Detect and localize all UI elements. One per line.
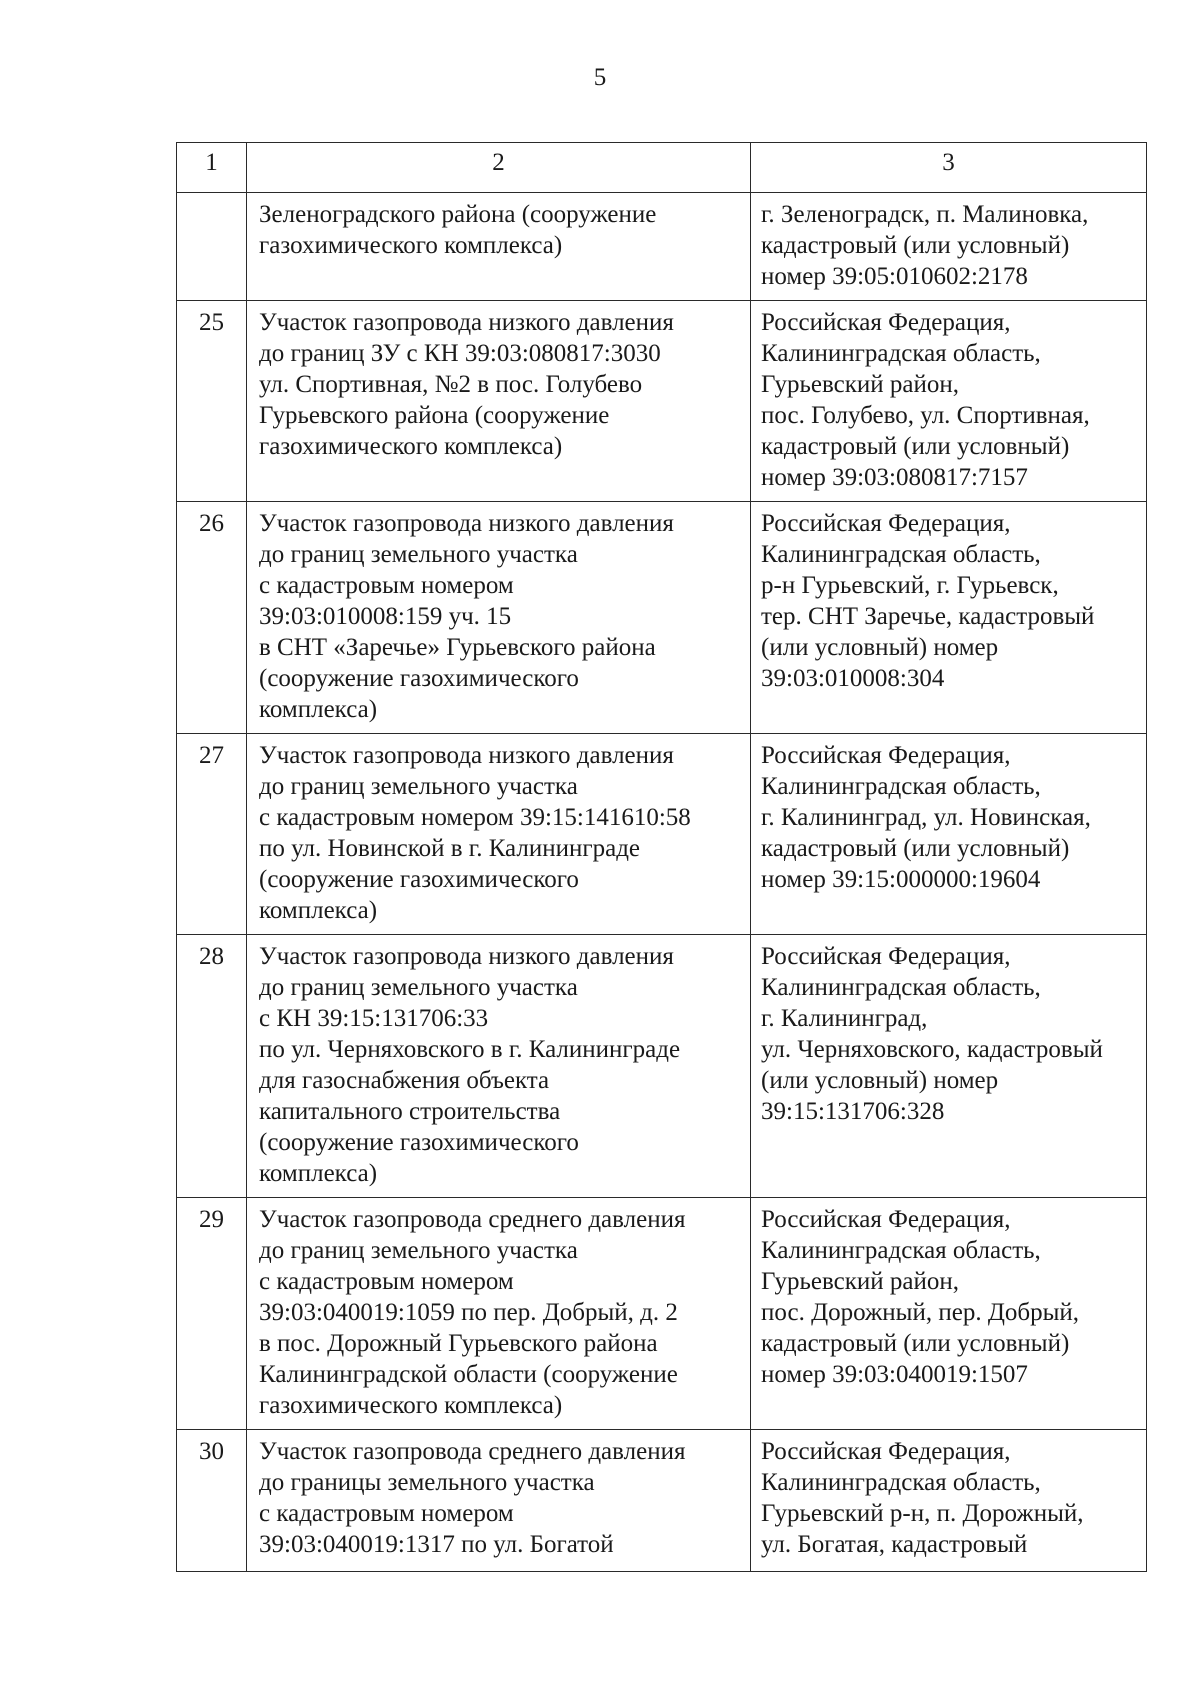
object-address — [751, 935, 1147, 1198]
address-line: г. Зеленоградск, п. Малиновка, — [761, 201, 1089, 228]
address-line: г. Калининград, ул. Новинская, — [761, 804, 1091, 831]
address-line: кадастровый (или условный) — [761, 1330, 1070, 1357]
address-line: пос. Голубево, ул. Спортивная, — [761, 402, 1090, 429]
address-line: Гурьевский район, — [761, 1268, 960, 1295]
table-row — [177, 193, 1147, 301]
address-line: номер 39:15:000000:19604 — [761, 866, 1041, 893]
address-line: г. Калининград, — [761, 1005, 928, 1032]
address-line: Российская Федерация, — [761, 1206, 1011, 1233]
objects-table — [176, 142, 1147, 1572]
description-line: с кадастровым номером — [259, 1500, 514, 1527]
description-line: в пос. Дорожный Гурьевского района — [259, 1330, 658, 1357]
address-line: тер. СНТ Заречье, кадастровый — [761, 603, 1095, 630]
description-line: Зеленоградского района (сооружение — [259, 201, 657, 228]
header-cell-3: 3 — [751, 143, 1147, 193]
description-line: Участок газопровода среднего давления — [259, 1438, 686, 1465]
address-line: Калининградская область, — [761, 541, 1041, 568]
address-line: Гурьевский р-н, п. Дорожный, — [761, 1500, 1084, 1527]
description-line: Калининградской области (сооружение — [259, 1361, 678, 1388]
object-address — [751, 734, 1147, 935]
description-line: 39:03:040019:1059 по пер. Добрый, д. 2 — [259, 1299, 678, 1326]
description-line: газохимического комплекса) — [259, 433, 563, 460]
description-line: с кадастровым номером — [259, 1268, 514, 1295]
address-line: Калининградская область, — [761, 340, 1041, 367]
description-line: по ул. Новинской в г. Калининграде — [259, 835, 641, 862]
description-line: с кадастровым номером — [259, 572, 514, 599]
table-row — [177, 502, 1147, 734]
row-number: 26 — [177, 502, 247, 734]
description-line: до границ земельного участка — [259, 773, 578, 800]
address-line: кадастровый (или условный) — [761, 433, 1070, 460]
table-row — [177, 301, 1147, 502]
description-line: с кадастровым номером 39:15:141610:58 — [259, 804, 691, 831]
description-line: 39:03:010008:159 уч. 15 — [259, 603, 512, 630]
row-number — [177, 193, 247, 301]
address-line: ул. Черняховского, кадастровый — [761, 1036, 1103, 1063]
header-cell-2: 2 — [247, 143, 751, 193]
description-line: до границ ЗУ с КН 39:03:080817:3030 — [259, 340, 661, 367]
description-line: 39:03:040019:1317 по ул. Богатой — [259, 1531, 614, 1558]
object-description — [247, 734, 751, 935]
object-address — [751, 502, 1147, 734]
description-line: (сооружение газохимического — [259, 866, 579, 893]
description-line: газохимического комплекса) — [259, 1392, 563, 1419]
table-header-row — [177, 143, 1147, 193]
description-line: Гурьевского района (сооружение — [259, 402, 610, 429]
address-line: пос. Дорожный, пер. Добрый, — [761, 1299, 1080, 1326]
description-line: Участок газопровода низкого давления — [259, 510, 674, 537]
description-line: комплекса) — [259, 696, 378, 723]
description-line: для газоснабжения объекта — [259, 1067, 550, 1094]
page-number: 5 — [593, 64, 607, 91]
description-line: ул. Спортивная, №2 в пос. Голубево — [259, 371, 643, 398]
address-line: Российская Федерация, — [761, 1438, 1011, 1465]
object-description — [247, 193, 751, 301]
row-number: 30 — [177, 1430, 247, 1572]
row-number: 28 — [177, 935, 247, 1198]
description-line: (сооружение газохимического — [259, 1129, 579, 1156]
description-line: комплекса) — [259, 1160, 378, 1187]
header-cell-1: 1 — [177, 143, 247, 193]
row-number: 27 — [177, 734, 247, 935]
address-line: номер 39:05:010602:2178 — [761, 263, 1028, 290]
object-description — [247, 502, 751, 734]
description-line: комплекса) — [259, 897, 378, 924]
object-description — [247, 935, 751, 1198]
row-number: 25 — [177, 301, 247, 502]
address-line: Российская Федерация, — [761, 510, 1011, 537]
address-line: Калининградская область, — [761, 773, 1041, 800]
description-line: с КН 39:15:131706:33 — [259, 1005, 489, 1032]
table-row — [177, 1198, 1147, 1430]
object-address — [751, 193, 1147, 301]
address-line: Гурьевский район, — [761, 371, 960, 398]
address-line: кадастровый (или условный) — [761, 835, 1070, 862]
description-line: Участок газопровода низкого давления — [259, 943, 674, 970]
object-address — [751, 1430, 1147, 1572]
address-line: номер 39:03:040019:1507 — [761, 1361, 1028, 1388]
description-line: Участок газопровода низкого давления — [259, 309, 674, 336]
address-line: Российская Федерация, — [761, 309, 1011, 336]
address-line: Российская Федерация, — [761, 742, 1011, 769]
address-line: номер 39:03:080817:7157 — [761, 464, 1028, 491]
description-line: по ул. Черняховского в г. Калининграде — [259, 1036, 681, 1063]
object-address — [751, 301, 1147, 502]
object-address — [751, 1198, 1147, 1430]
description-line: до границ земельного участка — [259, 974, 578, 1001]
object-description — [247, 1430, 751, 1572]
address-line: р-н Гурьевский, г. Гурьевск, — [761, 572, 1059, 599]
address-line: Российская Федерация, — [761, 943, 1011, 970]
description-line: Участок газопровода среднего давления — [259, 1206, 686, 1233]
address-line: (или условный) номер — [761, 634, 999, 661]
description-line: капитального строительства — [259, 1098, 561, 1125]
description-line: газохимического комплекса) — [259, 232, 563, 259]
object-description — [247, 1198, 751, 1430]
description-line: (сооружение газохимического — [259, 665, 579, 692]
row-number: 29 — [177, 1198, 247, 1430]
description-line: в СНТ «Заречье» Гурьевского района — [259, 634, 656, 661]
address-line: 39:03:010008:304 — [761, 665, 945, 692]
address-line: кадастровый (или условный) — [761, 232, 1070, 259]
table-row — [177, 1430, 1147, 1572]
object-description — [247, 301, 751, 502]
address-line: Калининградская область, — [761, 1237, 1041, 1264]
address-line: 39:15:131706:328 — [761, 1098, 945, 1125]
table-row — [177, 734, 1147, 935]
description-line: до границы земельного участка — [259, 1469, 595, 1496]
table-row — [177, 935, 1147, 1198]
address-line: (или условный) номер — [761, 1067, 999, 1094]
address-line: Калининградская область, — [761, 1469, 1041, 1496]
description-line: до границ земельного участка — [259, 1237, 578, 1264]
address-line: Калининградская область, — [761, 974, 1041, 1001]
address-line: ул. Богатая, кадастровый — [761, 1531, 1028, 1558]
description-line: Участок газопровода низкого давления — [259, 742, 674, 769]
description-line: до границ земельного участка — [259, 541, 578, 568]
